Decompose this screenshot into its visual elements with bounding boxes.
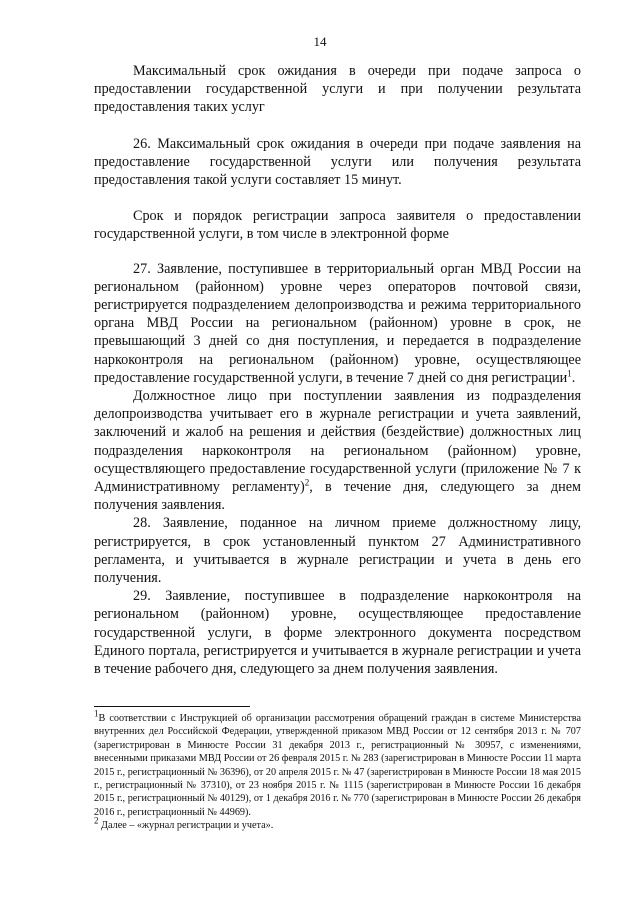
footnote-2-mark: 2 (94, 815, 99, 826)
paragraph-27-official (94, 387, 581, 514)
paragraph-29: 29. Заявление, поступившее в подразделение наркоконтроля на региональном (районном) уровне, осуществляющее предоставление государственной услуги, в форме электронного документа посредством Единого портала, регистрируется и учитывается в журнале регистрации и учета в течение рабочего дня, следующего за днем получения заявления. (94, 588, 581, 678)
document-body (94, 62, 581, 678)
footnote-1-mark: 1 (94, 708, 99, 719)
section-heading-queue-time: Максимальный срок ожидания в очереди при подаче запроса о предоставлении государственной услуги и при получении результата предоставления таких услуг (94, 63, 581, 116)
paragraph-26: 26. Максимальный срок ожидания в очереди при подаче заявления на предоставление государственной услуги или получения результата предоставления такой услуги составляет 15 минут. (94, 135, 581, 189)
footnote-2 (94, 815, 581, 832)
paragraph-27-end: . (571, 369, 576, 386)
paragraph-27-official-end: , в течение дня, следующего за днем получения заявления. (94, 479, 581, 514)
paragraph-27-text: 27. Заявление, поступившее в территориальный орган МВД России на региональном (районном) уровне через операторов почтовой связи, регистрируется подразделением делопроизводства и режима территориального органа МВД России на региональном (районном) уровне в срок, не превышающий 3 дней со дня поступления, и передается в подразделение наркоконтроля на региональном (районном) уровне, осуществляющее предоставление государственной услуги, в течение 7 дней со дня регистрации (94, 260, 581, 386)
paragraph-27-official-text: Должностное лицо при поступлении заявления из подразделения делопроизводства учитывает его в журнале регистрации и учета заявлений, заключений и жалоб на решения и действия (бездействие) должностных лиц подразделения наркоконтроля на региональном (районном) уровне, осуществляющего предоставление государственной услуги (приложение № 7 к Административному регламенту) (94, 388, 581, 496)
footnote-2-text: Далее – «журнал регистрации и учета». (98, 820, 274, 832)
footnote-ref-2: 2 (304, 477, 310, 488)
footnote-1-text: В соответствии с Инструкцией об организации рассмотрения обращений граждан в системе Министерства внутренних дел Российской Федерации, утвержденной приказом МВД России от 12 сентября 2013 г. № 707 (зарегистрирован в Минюсте России 31 декабря 2013 г., регистрационный № 30957, с изменениями, внесенными приказами МВД России от 26 февраля 2015 г. № 283 (зарегистрирован в Минюсте России 11 марта 2015 г., регистрационный № 36396), от 20 апреля 2015 г. № 47 (зарегистрирован в Минюсте России 18 мая 2015 г., регистрационный № 37310), от 23 ноября 2015 г. № 1115 (зарегистрирован в Минюсте России 16 декабря 2015 г., регистрационный № 40129), от 1 декабря 2016 г. № 770 (зарегистрирован в Минюсте России 26 декабря 2016 г., регистрационный № 44969). (94, 713, 581, 818)
page-number: 14 (313, 34, 327, 49)
footnote-divider (94, 706, 250, 707)
paragraph-28: 28. Заявление, поданное на личном приеме должностному лицу, регистрируется, в срок установленный пунктом 27 Административного регламента, и учитывается в журнале регистрации и учета в день его получения. (94, 515, 581, 587)
paragraph-27 (94, 260, 581, 387)
footnote-ref-1: 1 (567, 368, 572, 379)
footnote-1 (94, 708, 581, 819)
section-heading-registration: Срок и порядок регистрации запроса заявителя о предоставлении государственной услуги, в том числе в электронной форме (94, 208, 581, 243)
footnotes (94, 708, 581, 833)
